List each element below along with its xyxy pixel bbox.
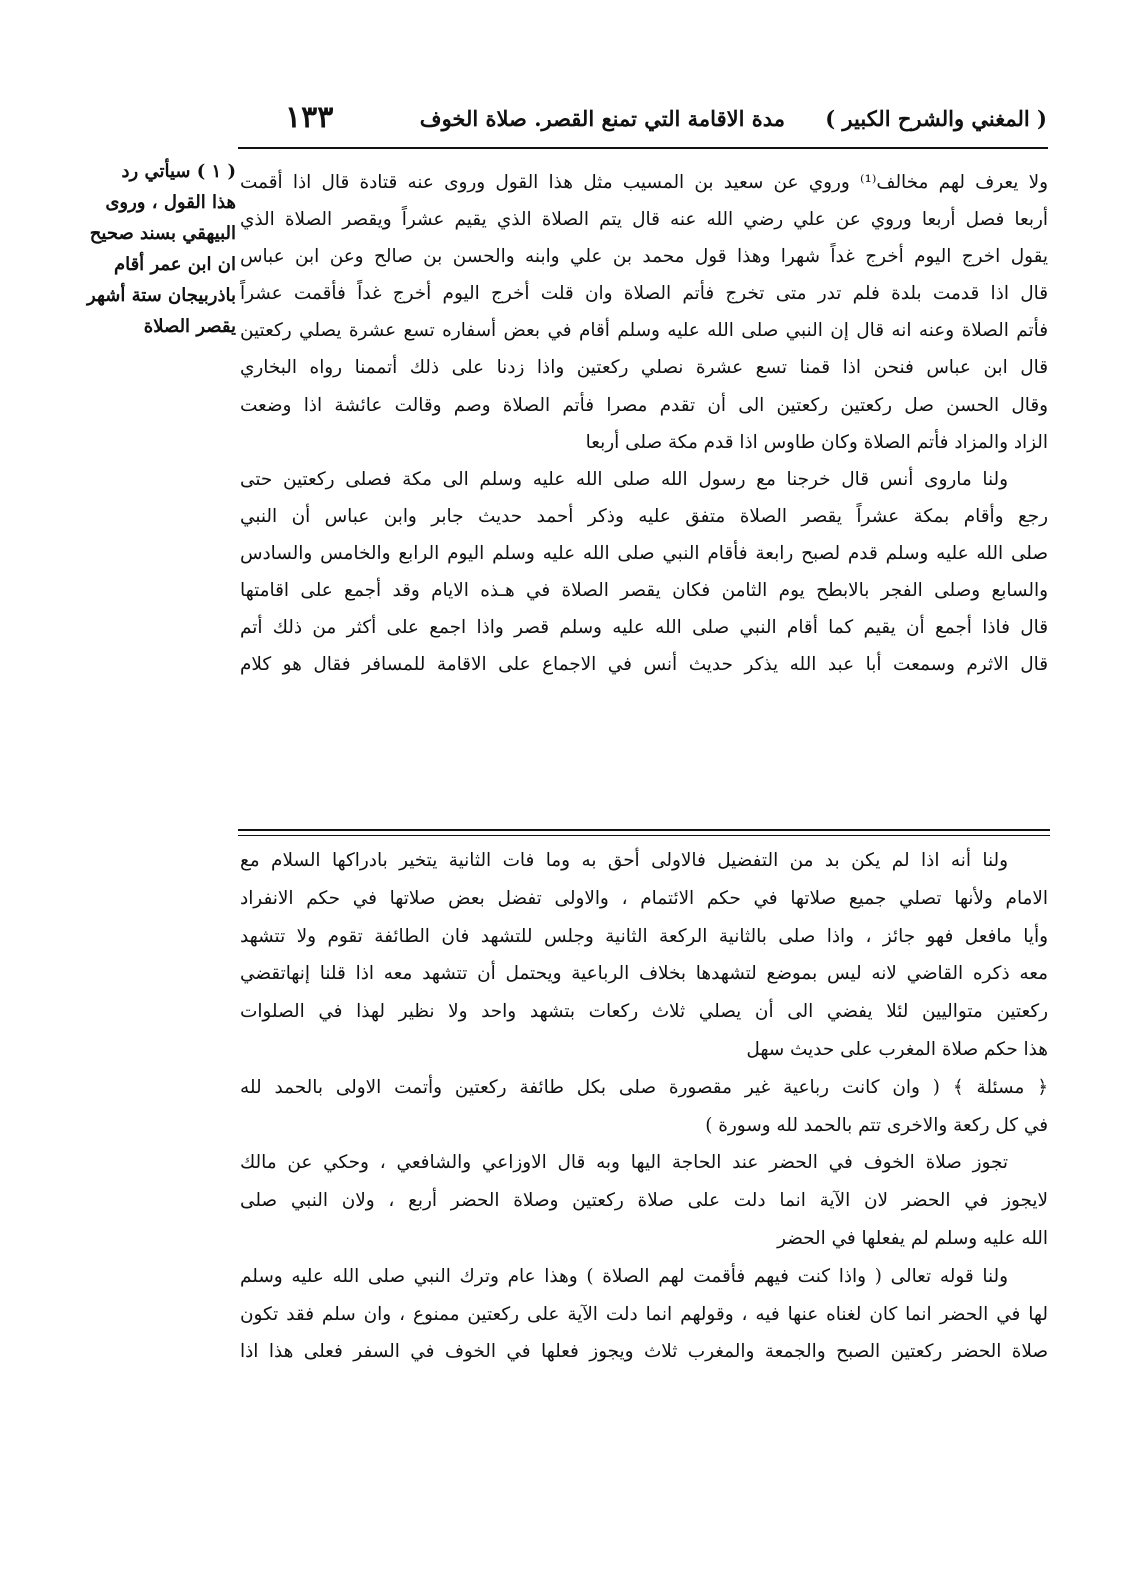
text-line: يقول اخرج اليوم أخرج غداً شهرا وهذا قول محمد بن علي وابنه والحسن بن صالح وعن ابن عباس [240,246,1048,268]
text-line: صلاة الحضر ركعتين الصبح والجمعة والمغرب ثلاث ويجوز فعلها في الخوف في السفر فعلى هذا اذا [240,1341,1048,1363]
section-rule [238,835,1050,836]
text-line: تجوز صلاة الخوف في الحضر عند الحاجة اليها وبه قال الاوزاعي والشافعي ، وحكي عن مالك [240,1152,1008,1174]
text-line: رجع وأقام بمكة عشراً يقصر الصلاة متفق عليه وذكر أحمد حديث جابر وابن عباس أن النبي [240,505,1048,527]
text-line: قال ابن عباس فنحن اذا قمنا تسع عشرة نصلي ركعتين واذا زدنا على ذلك أتممنا رواه البخاري [240,357,1048,379]
page-number: ١٣٣ [285,100,334,135]
text-line: ولنا قوله تعالى ( واذا كنت فيهم فأقمت لهم الصلاة ) وهذا عام وترك النبي صلى الله عليه وسلم [240,1265,1008,1287]
text-line: ولنا أنه اذا لم يكن بد من التفضيل فالاولى أحق به وما فات الثانية يتخير بادراكها السلام مع [240,850,1008,871]
text-line: ولنا ماروى أنس قال خرجنا مع رسول الله صلى الله عليه وسلم الى مكة فصلى ركعتين حتى [240,468,1008,490]
section-rule [238,829,1050,831]
margin-note-line: باذربيجان ستة أشهر [87,285,236,306]
text-line: ركعتين متواليين لئلا يفضي الى أن يصلي ثلاث ركعات بتشهد واحد ولا نظير لهذا في الصلوات [240,1001,1048,1023]
text-line: وقال الحسن صل ركعتين ركعتين الى أن تقدم مصرا فأتم الصلاة وصم وقالت عائشة اذا وضعت [240,394,1048,416]
text-line: هذا حكم صلاة المغرب على حديث سهل [746,1038,1048,1060]
text-line: ولا يعرف لهم مخالف⁽¹⁾ وروي عن سعيد بن المسيب مثل هذا القول وروى عنه قتادة قال اذا أقمت [240,172,1048,193]
text-line: والسابع وصلى الفجر بالابطح يوم الثامن فكان يقصر الصلاة في هـذه الايام وقد أجمع على اقامتها [240,580,1048,602]
chapter-title: مدة الاقامة التي تمنع القصر. صلاة الخوف [419,106,785,131]
masala-heading: ﴿ مسئلة ﴾ ( وان كانت رباعية غير مقصورة صلى بكل طائفة ركعتين وأتمت الاولى بالحمد لله [240,1076,1048,1098]
text-line: قال الاثرم وسمعت أبا عبد الله يذكر حديث أنس في الاجماع على الاقامة للمسافر فقال هو كلام [240,654,1048,676]
header-rule [238,147,1048,149]
commentary-text-block [240,842,1048,1371]
margin-footnote [24,156,236,342]
margin-note-line: ( ١ ) سيأتي رد [121,161,236,182]
main-text-block [240,164,1048,683]
text-line: قال اذا قدمت بلدة فلم تدر متى تخرج فأتم الصلاة وان قلت أخرج اليوم أخرج غداً فأقمت عشراً [240,283,1048,305]
running-header [245,100,1047,146]
text-line: في كل ركعة والاخرى تتم بالحمد لله وسورة ) [705,1114,1048,1136]
text-line: معه ذكره القاضي لانه ليس بموضع لتشهدها بخلاف الرباعية ويحتمل أن تتشهد معه اذا قلنا إنهاتقضي [240,963,1048,985]
margin-note-line: هذا القول ، وروى [105,192,236,213]
margin-note-line: البيهقي بسند صحيح [89,223,236,244]
text-line: الله عليه وسلم لم يفعلها في الحضر [777,1227,1048,1249]
margin-note-line: ان ابن عمر أقام [113,254,236,275]
margin-note-line: يقصر الصلاة [143,316,236,337]
text-line: صلى الله عليه وسلم قدم لصبح رابعة فأقام النبي صلى الله عليه وسلم اليوم الرابع والخامس والسادس [240,542,1048,564]
text-line: الزاد والمزاد فأتم الصلاة وكان طاوس اذا قدم مكة صلى أربعا [585,431,1048,453]
text-line: لها في الحضر انما كان لغناه عنها فيه ، وقولهم انما دلت الآية على ركعتين ممنوع ، وان سلم فقد تكون [240,1303,1048,1325]
text-line: لايجوز في الحضر لان الآية انما دلت على صلاة ركعتين وصلاة الحضر أربع ، ولان النبي صلى [240,1190,1048,1212]
text-line: الامام ولأنها تصلي جميع صلاتها في حكم الائتمام ، والاولى تفضل بعض صلاتها في حكم الانفراد [240,887,1048,909]
book-title: ( المغني والشرح الكبير ) [825,106,1047,131]
text-line: أربعا فصل أربعا وروي عن علي رضي الله عنه قال يتم الصلاة الذي يقيم عشراً ويقصر الصلاة الذي [240,209,1048,231]
text-line: قال فاذا أجمع أن يقيم كما أقام النبي صلى الله عليه وسلم قصر واذا اجمع على أكثر من ذلك أتم [240,617,1048,639]
text-line: فأتم الصلاة وعنه انه قال إن النبي صلى الله عليه وسلم أقام في بعض أسفاره تسع عشرة يصلي ركعتين [240,320,1048,342]
text-line: وأيا مافعل فهو جائز ، واذا صلى بالثانية الركعة الثانية وجلس للتشهد فان الطائفة تقوم ولا تتشهد [240,925,1048,947]
